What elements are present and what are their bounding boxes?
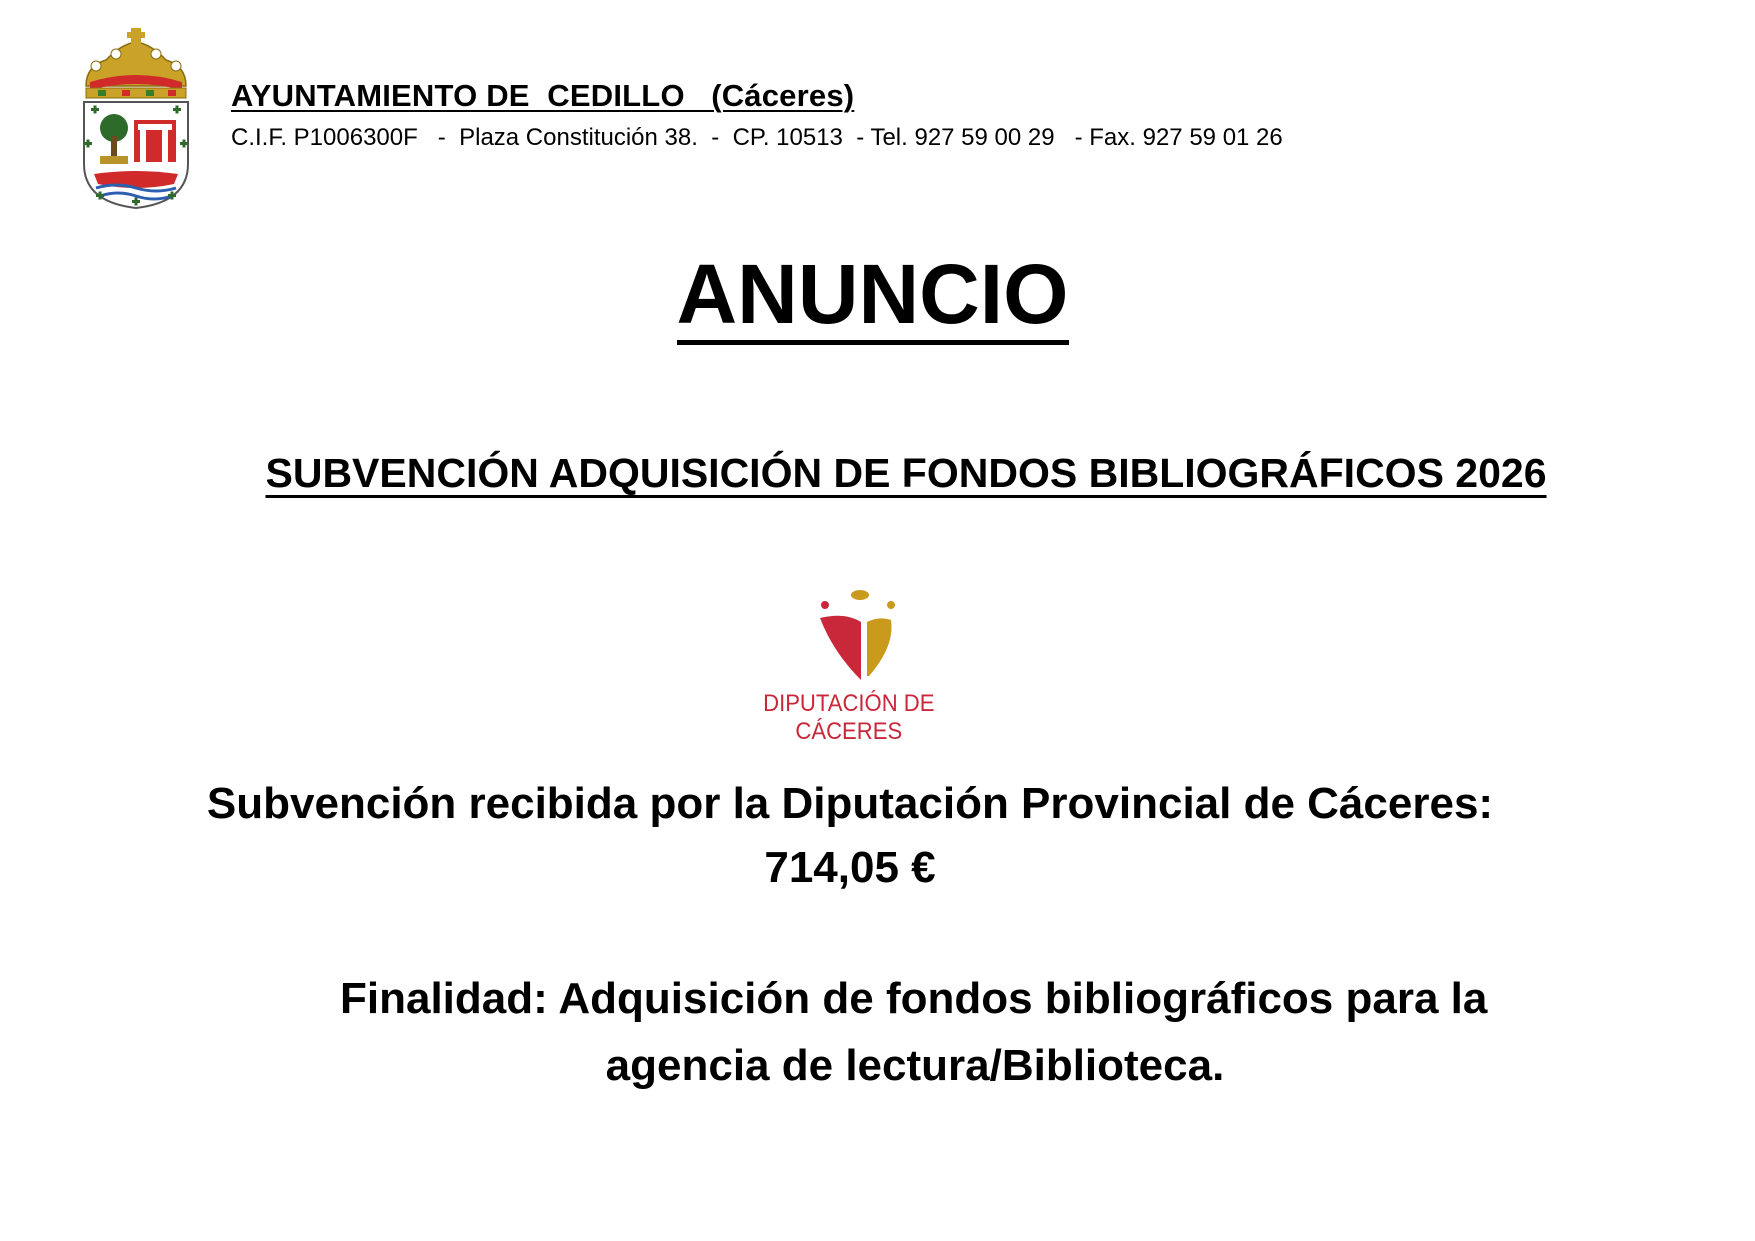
coat-of-arms-logo	[76, 24, 196, 209]
institution-contact: C.I.F. P1006300F - Plaza Constitución 38. - CP. 10513 - Tel. 927 59 00 29 - Fax. 927 59 01 26	[231, 124, 1283, 151]
purpose-line-1: Finalidad: Adquisición de fondos bibliográficos para la	[340, 974, 1488, 1023]
notice-heading-text: ANUNCIO	[677, 252, 1069, 345]
notice-subheading: SUBVENCIÓN ADQUISICIÓN DE FONDOS BIBLIOGRÁFICOS 2026	[265, 450, 1547, 496]
institution-name: AYUNTAMIENTO DE CEDILLO (Cáceres)	[231, 78, 855, 113]
notice-heading	[0, 247, 1755, 345]
subsidy-statement: Subvención recibida por la Diputación Provincial de Cáceres:	[206, 779, 1494, 828]
purpose-line-2: agencia de lectura/Biblioteca.	[605, 1041, 1225, 1090]
diputacion-caceres-logo	[815, 588, 905, 688]
diputacion-logo-text: DIPUTACIÓN DE CÁCERES	[763, 690, 935, 745]
subsidy-amount: 714,05 €	[764, 843, 936, 892]
